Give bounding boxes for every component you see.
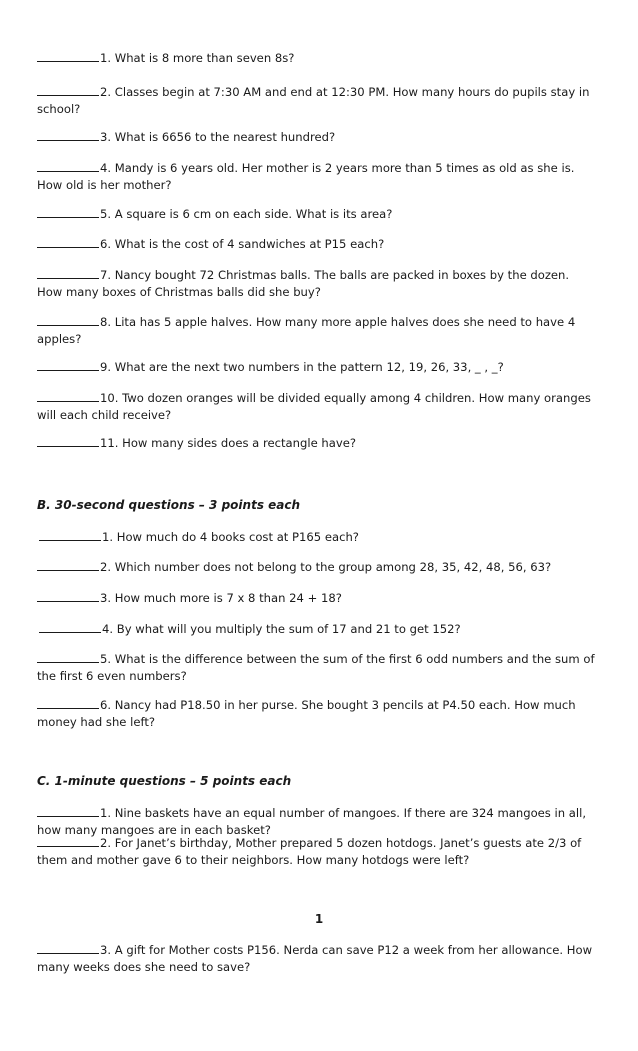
answer-blank[interactable]	[37, 205, 99, 218]
answer-blank[interactable]	[37, 83, 99, 96]
question-a3: 3. What is 6656 to the nearest hundred?	[37, 128, 597, 146]
question-a9: 9. What are the next two numbers in the pattern 12, 19, 26, 33, _ , _?	[37, 358, 597, 376]
question-b5: 5. What is the difference between the sum of the first 6 odd numbers and the sum of the first 6 even numbers?	[37, 652, 595, 683]
answer-blank[interactable]	[37, 558, 99, 571]
page-number: 1	[314, 912, 324, 926]
answer-blank[interactable]	[37, 389, 99, 402]
answer-blank[interactable]	[39, 620, 101, 633]
question-a7: 7. Nancy bought 72 Christmas balls. The balls are packed in boxes by the dozen. How many boxes of Christmas balls did she buy?	[37, 268, 570, 299]
question-a10: 10. Two dozen oranges will be divided equally among 4 children. How many oranges will each child receive?	[37, 391, 591, 422]
question-c3: 3. A gift for Mother costs P156. Nerda can save P12 a week from her allowance. How many weeks does she need to save?	[37, 943, 593, 974]
question-b1: 1. How much do 4 books cost at P165 each?	[39, 528, 599, 546]
answer-blank[interactable]	[37, 128, 99, 141]
answer-blank[interactable]	[37, 49, 99, 62]
answer-blank[interactable]	[37, 589, 99, 602]
answer-blank[interactable]	[37, 313, 99, 326]
question-a11: 11. How many sides does a rectangle have?	[37, 434, 597, 452]
answer-blank[interactable]	[37, 696, 99, 709]
answer-blank[interactable]	[37, 266, 99, 279]
answer-blank[interactable]	[37, 358, 99, 371]
question-a2: 2. Classes begin at 7:30 AM and end at 12:30 PM. How many hours do pupils stay in school?	[37, 85, 590, 116]
question-b3: 3. How much more is 7 x 8 than 24 + 18?	[37, 589, 597, 607]
answer-blank[interactable]	[37, 434, 99, 447]
question-a4: 4. Mandy is 6 years old. Her mother is 2 years more than 5 times as old as she is. How old is her mother?	[37, 161, 575, 192]
answer-blank[interactable]	[37, 235, 99, 248]
answer-blank[interactable]	[37, 941, 99, 954]
section-b-heading: B. 30-second questions – 3 points each	[37, 498, 301, 512]
question-c1: 1. Nine baskets have an equal number of mangoes. If there are 324 mangoes in all, how many mangoes are in each basket?	[37, 806, 587, 837]
answer-blank[interactable]	[37, 834, 99, 847]
question-a1: 1. What is 8 more than seven 8s?	[37, 49, 597, 67]
answer-blank[interactable]	[37, 159, 99, 172]
question-a8: 8. Lita has 5 apple halves. How many more apple halves does she need to have 4 apples?	[37, 315, 576, 346]
question-c2: 2. For Janet’s birthday, Mother prepared 5 dozen hotdogs. Janet’s guests ate 2/3 of them and mother gave 6 to their neighbors. How many hotdogs were left?	[37, 836, 582, 867]
question-b4: 4. By what will you multiply the sum of 17 and 21 to get 152?	[39, 620, 599, 638]
section-c-heading: C. 1-minute questions – 5 points each	[37, 774, 292, 788]
question-b2: 2. Which number does not belong to the group among 28, 35, 42, 48, 56, 63?	[37, 558, 597, 576]
answer-blank[interactable]	[37, 804, 99, 817]
question-a5: 5. A square is 6 cm on each side. What is its area?	[37, 205, 597, 223]
question-b6: 6. Nancy had P18.50 in her purse. She bought 3 pencils at P4.50 each. How much money had she left?	[37, 698, 576, 729]
answer-blank[interactable]	[39, 528, 101, 541]
answer-blank[interactable]	[37, 650, 99, 663]
question-a6: 6. What is the cost of 4 sandwiches at P15 each?	[37, 235, 597, 253]
